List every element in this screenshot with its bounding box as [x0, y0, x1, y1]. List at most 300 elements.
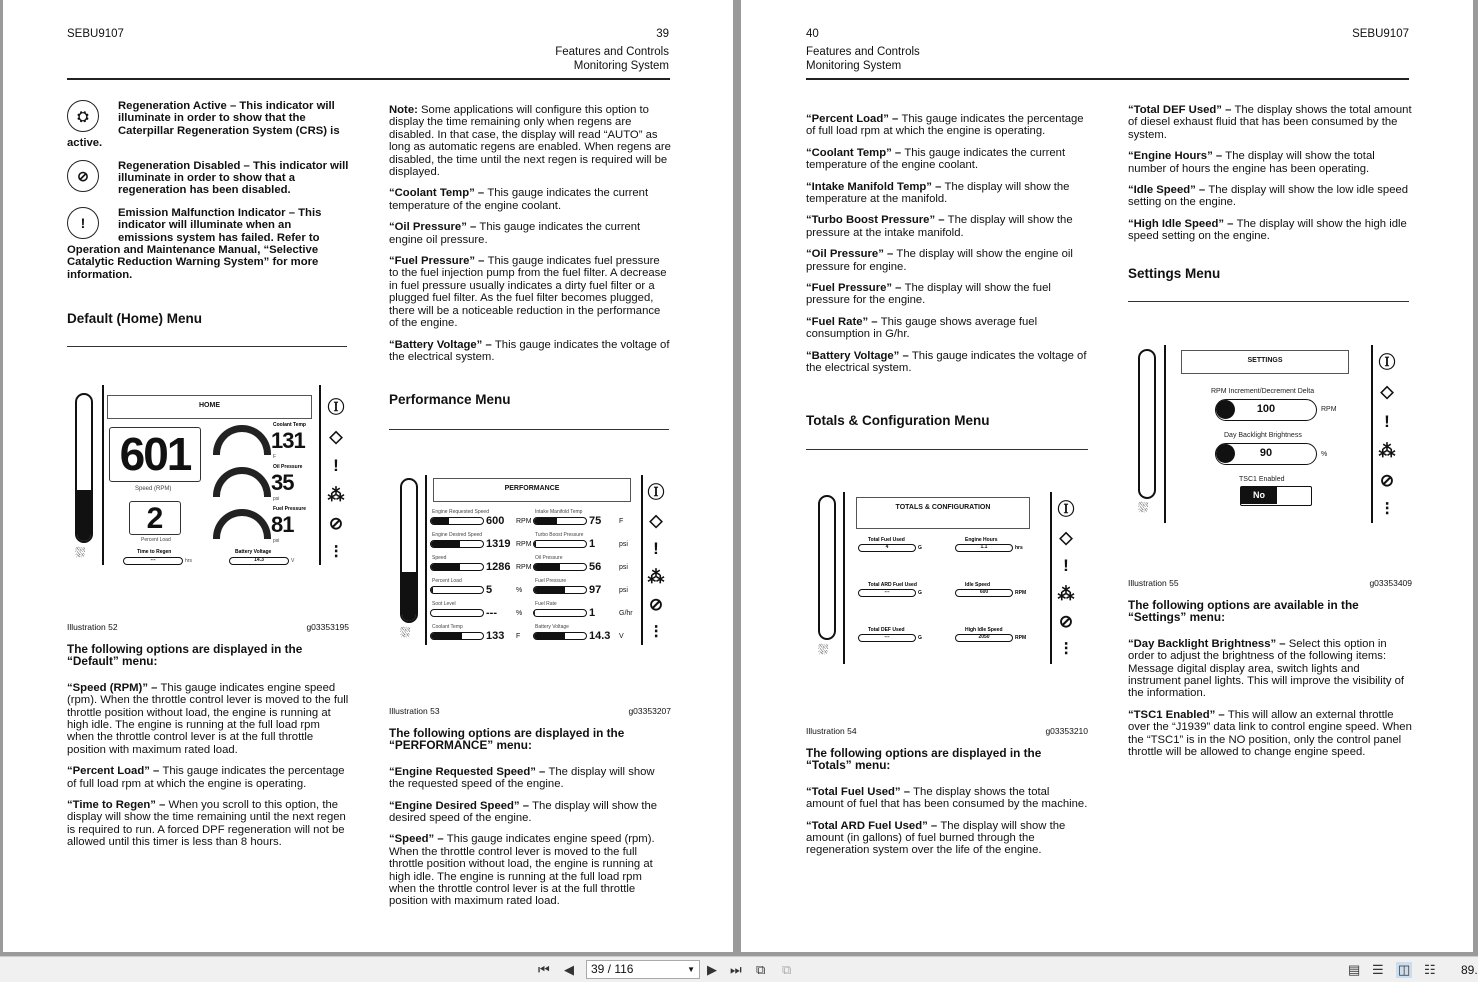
- description: The display shows the total amount of fuel that has been consumed by the machine.: [806, 785, 1088, 811]
- description: This gauge indicates the voltage of the electrical system.: [806, 349, 1087, 375]
- term: “Battery Voltage” –: [806, 349, 912, 362]
- warning-icon: ◇: [329, 427, 343, 446]
- paragraph: [806, 147, 1088, 172]
- performance-screen-illustration: [393, 475, 673, 647]
- term: “Time to Regen” –: [67, 799, 169, 812]
- metric-bar: [533, 517, 587, 525]
- metric-label: Fuel Pressure: [535, 578, 567, 584]
- chevron-down-icon[interactable]: ▼: [687, 965, 695, 974]
- fuel-level-gauge: [75, 393, 93, 543]
- intro-text: The following options are displayed in the “Default” menu:: [67, 642, 303, 669]
- term: “Percent Load” –: [806, 113, 902, 125]
- term: “Oil Pressure” –: [389, 221, 480, 234]
- regen-label: Time to Regen: [137, 549, 172, 555]
- next-view-icon[interactable]: ⧉: [782, 962, 792, 977]
- running-header: [806, 45, 920, 73]
- field-unit: RPM: [1015, 590, 1027, 596]
- metric-value: ---: [486, 607, 497, 619]
- description: The display will show the fuel pressure for the engine.: [806, 282, 1051, 307]
- regen-value: ---: [123, 557, 183, 565]
- metric-bar: [430, 586, 484, 594]
- term: Regeneration Active –: [118, 100, 240, 112]
- term: “High Idle Speed” –: [1128, 217, 1237, 230]
- term: Note:: [389, 104, 422, 116]
- description: The display will show the requested speed of the engine.: [389, 765, 655, 791]
- indicator-list: [67, 100, 349, 281]
- field-label: Total Fuel Used: [868, 537, 905, 543]
- def-level-icon: ⛆: [818, 642, 829, 657]
- description: The display will show the desired speed of the engine.: [389, 799, 658, 825]
- brightness-unit: %: [1321, 451, 1328, 458]
- caption-label: Illustration 54: [806, 726, 857, 736]
- subsection-title: Monitoring System: [573, 60, 669, 72]
- settings-menu-section: [1128, 578, 1412, 758]
- intro-text: The following options are displayed in the “PERFORMANCE” menu:: [389, 726, 625, 753]
- description: This indicator will illuminate in order to show that the Caterpillar Regeneration System (CRS) is active.: [67, 100, 340, 150]
- screen-title: TOTALS & CONFIGURATION: [856, 497, 1030, 529]
- settings-screen-illustration: [1133, 345, 1413, 525]
- description: This gauge indicates engine speed (rpm). When the throttle control lever is moved to the full throttle position without load, the engine is running at high idle. The engine is running at the full load rpm when the throttle control lever is at the full throttle position with maximum rated load.: [67, 681, 349, 756]
- divider: [1371, 345, 1373, 523]
- performance-menu-section: [389, 706, 671, 908]
- brightness-label: Day Backlight Brightness: [1224, 432, 1302, 439]
- field-value: 600: [955, 589, 1013, 597]
- column-text: [806, 113, 1088, 375]
- metric-unit: psi: [619, 541, 628, 548]
- term: “Day Backlight Brightness” –: [1128, 637, 1289, 650]
- metric-value: 600: [486, 515, 505, 527]
- metric-label: Turbo Boost Pressure: [535, 532, 584, 538]
- slider-knob[interactable]: [1216, 400, 1235, 419]
- heading-settings-menu: Settings Menu: [1128, 266, 1221, 281]
- paragraph: [389, 833, 671, 907]
- header-rule: [67, 78, 670, 80]
- metric-bar: [533, 586, 587, 594]
- term: “Total DEF Used” –: [1128, 104, 1235, 116]
- field-value: 4: [858, 544, 916, 552]
- engine-shutdown-icon: Ⓘ: [1378, 353, 1396, 372]
- metric-unit: RPM: [516, 541, 532, 548]
- slider-knob[interactable]: [1216, 444, 1235, 463]
- caption-id: g03353409: [1369, 578, 1412, 588]
- description: Some applications will configure this option to display the time remaining only when regens are disabled. In that case, the display will read “AUTO” as long as automatic regens are enabled. When regens are disabled, the time until the next regen is required will be displayed.: [389, 104, 671, 179]
- tsc1-value: No: [1241, 487, 1277, 504]
- description: Select this option in order to adjust the brightness of the following items: Message digital display area, switch lights and instrument panel lights. This will improve the visibility of the information.: [1128, 637, 1405, 700]
- bar-fill: [431, 587, 433, 593]
- metric-label: Speed: [432, 555, 447, 561]
- description: This will allow an external throttle over the “J1939” data link to control engine speed. When the “TSC1” is in the NO position, only the control panel throttle will be allowed to change engine speed.: [1128, 708, 1412, 759]
- page-number-field[interactable]: [586, 960, 700, 979]
- bar-fill: [534, 564, 560, 570]
- metric-bar: [430, 517, 484, 525]
- single-page-icon[interactable]: ▤: [1348, 962, 1361, 977]
- rpm-delta-slider[interactable]: [1215, 399, 1317, 421]
- metric-bar: [430, 609, 484, 617]
- metric-label: Oil Pressure: [535, 555, 563, 561]
- paragraph: [1128, 638, 1412, 700]
- metric-label: Percent Load: [432, 578, 462, 584]
- subsection-title: Monitoring System: [806, 60, 902, 72]
- paragraph: [806, 181, 1088, 206]
- brightness-slider[interactable]: [1215, 443, 1317, 465]
- field-unit: RPM: [1015, 635, 1027, 641]
- paragraph: [1128, 104, 1412, 141]
- term: “Coolant Temp” –: [389, 187, 488, 200]
- term: “Engine Desired Speed” –: [389, 799, 533, 812]
- rpm-delta-value: 100: [1256, 403, 1276, 415]
- regeneration-active-icon: ⁂: [1057, 584, 1075, 603]
- metric-bar: [533, 540, 587, 548]
- metric-unit: psi: [619, 587, 628, 594]
- regeneration-disabled-icon: ⊘: [1379, 470, 1395, 490]
- metric-label: Coolant Temp: [432, 624, 463, 630]
- term: “Fuel Rate” –: [806, 315, 881, 328]
- metric-label: Battery Voltage: [535, 624, 569, 630]
- term: “Speed” –: [389, 833, 447, 846]
- continuous-page-icon[interactable]: ☰: [1372, 962, 1384, 977]
- caption-label: Illustration 53: [389, 706, 440, 716]
- paragraph: [1128, 150, 1412, 175]
- paragraph: [806, 214, 1088, 239]
- description: The display will show the amount (in gallons) of fuel burned through the regeneration system over the life of the engine.: [806, 819, 1066, 857]
- bar-fill: [431, 564, 460, 570]
- bar-fill: [534, 541, 536, 547]
- metric-unit: %: [516, 610, 523, 617]
- gauge-value: 35: [271, 470, 294, 495]
- intro-text: The following options are displayed in the “Totals” menu:: [806, 746, 1042, 773]
- running-header: [555, 45, 669, 73]
- divider: [319, 385, 321, 565]
- metric-unit: F: [516, 633, 521, 640]
- doc-id: SEBU9107: [67, 28, 124, 40]
- engine-shutdown-icon: Ⓘ: [1057, 500, 1075, 519]
- two-page-icon[interactable]: ◫: [1398, 962, 1411, 977]
- description: This gauge indicates the current engine oil pressure.: [389, 221, 641, 246]
- field-label: Idle Speed: [965, 582, 991, 588]
- description: This gauge indicates engine speed (rpm). When the throttle control lever is moved to the full throttle position without load, the engine is running at high idle. The engine is running at the full load rpm when the throttle control lever is at the full throttle position with maximum rated load.: [389, 833, 655, 908]
- term: “Total Fuel Used” –: [806, 785, 914, 798]
- bar-fill: [431, 633, 462, 639]
- last-page-icon[interactable]: ⏭: [730, 962, 742, 977]
- regeneration-disabled-icon: ⊘: [648, 595, 664, 614]
- bar-fill: [431, 518, 449, 524]
- fuel-level-gauge: [400, 478, 418, 623]
- indicator-description: [67, 207, 349, 281]
- field-unit: G: [918, 545, 922, 551]
- fuel-level-gauge: [1138, 349, 1156, 499]
- paragraph: [806, 350, 1088, 375]
- battery-label: Battery Voltage: [235, 549, 272, 555]
- metric-bar: [430, 563, 484, 571]
- metric-bar: [533, 609, 587, 617]
- illustration-caption: [67, 622, 349, 632]
- regeneration-disabled-icon: ⊘: [67, 160, 99, 192]
- warning-icon-column: [643, 478, 669, 643]
- term: “Turbo Boost Pressure” –: [806, 214, 948, 227]
- description: This indicator will illuminate in order to show that a regeneration has been disabled.: [118, 159, 349, 197]
- page-number: 40: [806, 28, 819, 40]
- metric-unit: psi: [619, 564, 628, 571]
- metric-label: Intake Manifold Temp: [535, 509, 583, 515]
- metric-value: 1: [589, 607, 596, 619]
- paragraph: [67, 682, 349, 756]
- term: “Oil Pressure” –: [806, 248, 897, 261]
- term: “Coolant Temp” –: [806, 146, 905, 159]
- description: This gauge shows average fuel consumption in G/hr.: [806, 315, 1038, 341]
- paragraph: [389, 221, 671, 246]
- paragraph: [806, 113, 1088, 138]
- def-level-icon: ⛆: [75, 545, 86, 560]
- emission-malfunction-icon: !: [67, 207, 99, 239]
- paragraph: [389, 255, 671, 329]
- regeneration-disabled-icon: ⊘: [328, 514, 344, 533]
- caption-id: g03353210: [1045, 726, 1088, 736]
- gauge-unit: F: [273, 454, 277, 460]
- warning-icon: ◇: [1380, 382, 1394, 402]
- note-paragraph: [389, 104, 671, 178]
- description: This indicator will illuminate when an emissions system has failed. Refer to Operation and Maintenance Manual, “Selective Catalytic Reduction Warning System” for more information.: [67, 206, 322, 281]
- regen-unit: hrs: [185, 558, 192, 564]
- divider: [102, 385, 104, 565]
- term: “Idle Speed” –: [1128, 184, 1209, 197]
- caption-id: g03353207: [628, 706, 671, 716]
- paragraph: [806, 786, 1088, 811]
- bar-fill: [534, 610, 535, 616]
- divider: [843, 492, 845, 664]
- screen-title: SETTINGS: [1181, 350, 1349, 374]
- field-label: High Idle Speed: [965, 627, 1003, 633]
- gauge-dial: [213, 467, 271, 497]
- emission-warning-icon: !: [333, 456, 339, 475]
- doc-id: SEBU9107: [1352, 28, 1409, 40]
- metric-bar: [533, 563, 587, 571]
- description: The display will show the total number of hours the engine has been operating.: [1128, 150, 1375, 175]
- term: “Total ARD Fuel Used” –: [806, 819, 941, 832]
- pdf-page-39: [3, 0, 733, 952]
- term: “Fuel Pressure” –: [806, 282, 905, 295]
- divider: [425, 475, 427, 645]
- description: The display will show the pressure at the intake manifold.: [806, 214, 1073, 239]
- battery-value: 14.3: [229, 557, 289, 565]
- engine-shutdown-icon: Ⓘ: [327, 398, 345, 417]
- metric-value: 14.3: [589, 630, 611, 642]
- load-readout: 2: [129, 501, 181, 535]
- heading-performance-menu: Performance Menu: [389, 392, 511, 407]
- page-number: 39: [656, 28, 669, 40]
- gauge-value: 131: [271, 428, 305, 453]
- divider: [67, 346, 347, 347]
- tsc1-label: TSC1 Enabled: [1239, 476, 1285, 483]
- paragraph: [806, 820, 1088, 857]
- metric-bar: [430, 540, 484, 548]
- gauge-label: Oil Pressure: [273, 464, 303, 470]
- paragraph: [67, 799, 349, 849]
- gauge-unit: psi: [273, 496, 280, 502]
- divider: [1128, 301, 1409, 302]
- paragraph: [806, 282, 1088, 307]
- previous-view-icon[interactable]: ⧉: [756, 962, 766, 977]
- description: This gauge indicates the current temperature of the engine coolant.: [806, 146, 1066, 172]
- term: Regeneration Disabled –: [118, 159, 253, 172]
- totals-screen-illustration: [813, 492, 1093, 667]
- gauge-label: Fuel Pressure: [273, 506, 307, 512]
- tsc1-toggle[interactable]: [1240, 486, 1312, 506]
- regeneration-active-icon: ⁂: [327, 485, 345, 504]
- gauge-value: 81: [271, 512, 294, 537]
- field-value: 2050: [955, 634, 1013, 642]
- caption-label: Illustration 55: [1128, 578, 1179, 588]
- battery-unit: V: [291, 558, 295, 564]
- def-level-icon: ⛆: [1138, 500, 1149, 515]
- high-exhaust-temp-icon: ⫶: [1384, 499, 1390, 519]
- paragraph: [1128, 218, 1412, 243]
- paragraph: [389, 187, 671, 212]
- engine-shutdown-icon: Ⓘ: [647, 483, 665, 502]
- bar-fill: [534, 518, 557, 524]
- term: “Speed (RPM)” –: [67, 681, 161, 694]
- metric-value: 75: [589, 515, 602, 527]
- first-page-icon[interactable]: ⏮: [538, 962, 550, 977]
- heading-home-menu: Default (Home) Menu: [67, 311, 202, 326]
- bar-fill: [534, 633, 565, 639]
- bar-fill: [431, 541, 460, 547]
- description: This gauge indicates the percentage of full load rpm at which the engine is operating.: [806, 113, 1084, 138]
- gauge-label: Coolant Temp: [273, 422, 306, 428]
- paragraph: [806, 248, 1088, 273]
- metric-bar: [533, 632, 587, 640]
- emission-warning-icon: !: [653, 539, 659, 558]
- field-unit: hrs: [1015, 545, 1023, 551]
- metric-unit: RPM: [516, 518, 532, 525]
- regeneration-active-icon: ⁂: [647, 567, 665, 586]
- term: “Battery Voltage” –: [389, 338, 495, 351]
- home-screen-illustration: [67, 385, 349, 570]
- rpm-unit: RPM: [1321, 406, 1337, 413]
- metric-value: 1: [589, 538, 596, 550]
- metric-bar: [430, 632, 484, 640]
- description: When you scroll to this option, the display will show the time remaining until the next regen is required to run. A forced DPF regeneration will not be allowed until this timer is less than 8 hours.: [67, 799, 346, 849]
- metric-value: 97: [589, 584, 602, 596]
- description: The display will show the engine oil pressure for engine.: [806, 248, 1073, 273]
- description: The display will show the high idle speed setting on the engine.: [1128, 217, 1407, 243]
- metric-unit: RPM: [516, 564, 532, 571]
- section-title: Features and Controls: [555, 46, 669, 58]
- emission-warning-icon: !: [1063, 556, 1069, 575]
- zoom-level[interactable]: 89.: [1461, 963, 1478, 977]
- term: “Engine Requested Speed” –: [389, 765, 549, 778]
- warning-icon: ◇: [649, 511, 663, 530]
- regeneration-active-icon: ⛭: [67, 100, 99, 132]
- paragraph: [389, 766, 671, 791]
- column-text: [389, 104, 671, 363]
- metric-value: 56: [589, 561, 602, 573]
- default-menu-section: [67, 622, 349, 849]
- description: This gauge indicates the percentage of full load rpm at which the engine is operating.: [67, 765, 345, 790]
- indicator-description: [67, 100, 349, 150]
- high-exhaust-temp-icon: ⫶: [1063, 640, 1069, 659]
- illustration-caption: [1128, 578, 1412, 588]
- field-label: Engine Hours: [965, 537, 998, 543]
- column-text: [1128, 104, 1412, 243]
- indicator-description: [67, 160, 349, 197]
- illustration-caption: [389, 706, 671, 716]
- metric-unit: F: [619, 518, 624, 525]
- metric-label: Fuel Rate: [535, 601, 557, 607]
- speed-label: Speed (RPM): [135, 486, 172, 492]
- screen-title: PERFORMANCE: [433, 478, 631, 502]
- metric-label: Soot Level: [432, 601, 456, 607]
- metric-label: Engine Requested Speed: [432, 509, 489, 515]
- section-title: Features and Controls: [806, 46, 920, 58]
- divider: [1050, 492, 1052, 664]
- caption-id: g03353195: [306, 622, 349, 632]
- description: This gauge indicates fuel pressure to the fuel injection pump from the fuel filter. A decrease in fuel pressure usually indicates a dirty fuel filter or a plugged fuel filter. As the fuel filter becomes plugged, there will be a noticeable reduction in the performance of the engine.: [389, 255, 667, 330]
- term: “TSC1 Enabled” –: [1128, 708, 1228, 721]
- two-page-continuous-icon[interactable]: ☷: [1424, 962, 1436, 977]
- paragraph: [1128, 184, 1412, 209]
- illustration-caption: [806, 726, 1088, 736]
- term: “Fuel Pressure” –: [389, 255, 488, 268]
- warning-icon-column: [323, 393, 349, 563]
- regeneration-active-icon: ⁂: [1378, 441, 1396, 461]
- metric-value: 1319: [486, 538, 511, 550]
- warning-icon-column: [1053, 495, 1079, 660]
- heading-totals-menu: Totals & Configuration Menu: [806, 413, 990, 428]
- metric-unit: %: [516, 587, 523, 594]
- field-unit: G: [918, 635, 922, 641]
- divider: [1164, 345, 1166, 523]
- bar-fill: [534, 587, 565, 593]
- load-label: Percent Load: [141, 537, 171, 543]
- divider: [806, 449, 1088, 450]
- gauge-unit: psi: [273, 538, 280, 544]
- paragraph: [67, 765, 349, 790]
- metric-value: 1286: [486, 561, 511, 573]
- previous-page-icon[interactable]: ◀: [564, 962, 574, 977]
- fuel-level-gauge: [818, 495, 836, 640]
- pdf-page-40: [741, 0, 1473, 952]
- caption-label: Illustration 52: [67, 622, 118, 632]
- screen-title: HOME: [107, 395, 312, 419]
- gauge-dial: [213, 425, 271, 455]
- high-exhaust-temp-icon: ⫶: [653, 623, 659, 642]
- metric-unit: G/hr: [619, 610, 633, 617]
- term: “Intake Manifold Temp” –: [806, 180, 945, 193]
- metric-value: 5: [486, 584, 493, 596]
- emission-warning-icon: !: [1384, 411, 1390, 431]
- description: The display shows the total amount of diesel exhaust fluid that has been consumed by the system.: [1128, 104, 1412, 141]
- brightness-value: 90: [1259, 447, 1273, 459]
- term: Emission Malfunction Indicator –: [118, 206, 299, 219]
- warning-icon-column: [1374, 348, 1400, 520]
- page-number-value: 39 / 116: [591, 962, 634, 976]
- description: This gauge indicates the current temperature of the engine coolant.: [389, 187, 649, 212]
- metric-value: 133: [486, 630, 505, 642]
- gauge-dial: [213, 509, 271, 539]
- term: “Engine Hours” –: [1128, 150, 1226, 163]
- field-label: Total DEF Used: [868, 627, 905, 633]
- metric-unit: V: [619, 633, 624, 640]
- field-value: ---: [858, 589, 916, 597]
- field-value: ---: [858, 634, 916, 642]
- paragraph: [1128, 709, 1412, 759]
- warning-icon: ◇: [1059, 528, 1073, 547]
- field-unit: G: [918, 590, 922, 596]
- description: This gauge indicates the voltage of the electrical system.: [389, 338, 670, 363]
- header-rule: [806, 78, 1409, 80]
- rpm-delta-label: RPM Increment/Decrement Delta: [1211, 388, 1315, 395]
- next-page-icon[interactable]: ▶: [707, 962, 717, 977]
